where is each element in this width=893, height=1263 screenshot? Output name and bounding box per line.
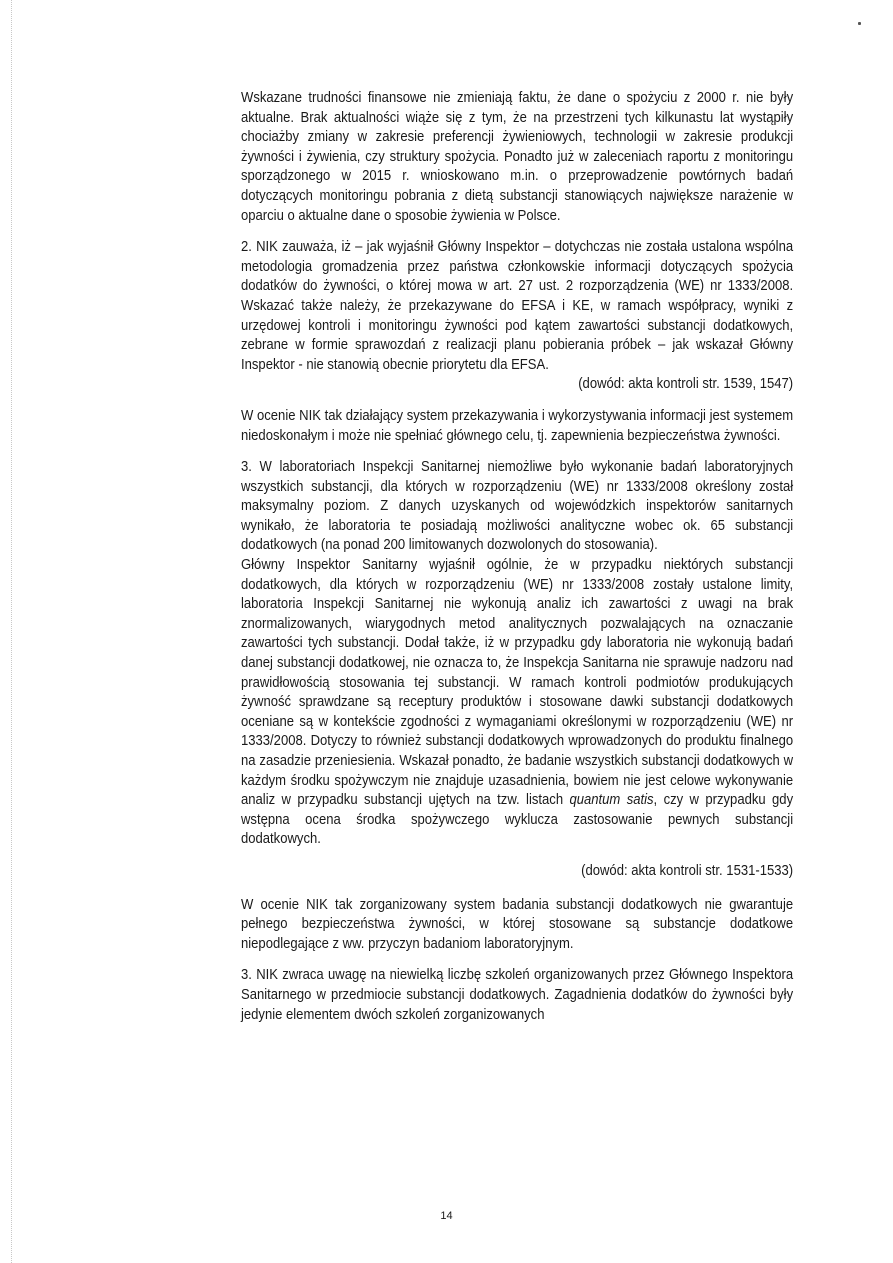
paragraph-methodology: 2. NIK zauważa, iż – jak wyjaśnił Główny Inspektor – dotychczas nie została ustalona wspólna metodologia gromadzenia przez państwa członkowskie informacji dotyczących spożycia dodatków do żywności, o której mowa w art. 27 ust. 2 rozporządzenia (WE) nr 1333/2008. Wskazać także należy, że przekazywane do EFSA i KE, w ramach współpracy, wyniki z urzędowej kontroli i monitoringu żywności pod kątem zawartości substancji dodatkowych, zebrane w formie sprawozdań z realizacji planu pobierania próbek – jak wskazał Główny Inspektor - nie stanowią obecnie priorytetu dla EFSA. [241, 238, 794, 373]
paragraph-laboratories: 3. W laboratoriach Inspekcji Sanitarnej niemożliwe było wykonanie badań laboratoryjnych wszystkich substancji, dla których w rozporządzeniu (WE) nr 1333/2008 określony został maksymalny poziom. Z danych uzyskanych od wojewódzkich inspektorów sanitarnych wynikało, że laboratoria te posiadają możliwości analityczne wobec ok. 65 substancji dodatkowych (na ponad 200 limitowanych dozwolonych do stosowania). [241, 458, 794, 554]
paragraph-nik-assessment-2: W ocenie NIK tak zorganizowany system badania substancji dodatkowych nie gwarantuje pełnego bezpieczeństwa żywności, w której stosowane są substancje dodatkowe niepodlegające z ww. przyczyn badaniom laboratoryjnym. [241, 895, 794, 952]
paragraph-nik-assessment-1: W ocenie NIK tak działający system przekazywania i wykorzystywania informacji jest systemem niedoskonałym i może nie spełniać głównego celu, tj. zapewnienia bezpieczeństwa żywności. [241, 406, 794, 444]
evidence-reference: (dowód: akta kontroli str. 1531-1533) [581, 861, 794, 879]
paragraph-trainings: 3. NIK zwraca uwagę na niewielką liczbę szkoleń organizowanych przez Głównego Inspektora Sanitarnego w przedmiocie substancji dodatkowych. Zagadnienia dodatków do żywności były jedynie elementem dwóch szkoleń zorganizowanych [241, 966, 794, 1023]
scan-edge-line [11, 0, 12, 1263]
evidence-reference: (dowód: akta kontroli str. 1539, 1547) [578, 375, 794, 393]
paragraph-text: Główny Inspektor Sanitarny wyjaśnił ogólnie, że w przypadku niektórych substancji dodatkowych, dla których w rozporządzeniu (WE) nr 1333/2008 zostały ustalone limity, laboratoria Inspekcji Sanitarnej nie wykonują analiz ich zawartości z uwagi na brak znormalizowanych, wiarygodnych metod analitycznych pozwalających na oznaczanie zawartości tych substancji. Dodał także, iż w przypadku gdy laboratoria nie wykonują badań danej substancji dodatkowej, nie oznacza to, że Inspekcja Sanitarna nie sprawuje nadzoru nad prawidłowością stosowania tej substancji. W ramach kontroli podmiotów produkujących żywność sprawdzane są receptury produktów i stosowane dawki substancji dodatkowych oceniane są w kontekście zgodności z wymaganiami określonymi w rozporządzeniu (WE) nr 1333/2008. Dotyczy to również substancji dodatkowych wprowadzonych do produktu finalnego na zasadzie przeniesienia. Wskazał ponadto, że badanie wszystkich substancji dodatkowych w każdym środku spożywczym nie znajduje uzasadnienia, bowiem nie jest celowe wykonywanie analiz w przypadku substancji ujętych na tzw. listach [241, 556, 794, 809]
italic-term: quantum satis [569, 791, 654, 809]
paragraph-text: , czy w przypadku gdy wstępna ocena środka spożywczego wyklucza zastosowanie pewnych substancji dodatkowych. [241, 791, 794, 848]
paragraph-chief-inspector-explanation [241, 555, 793, 849]
page-number: 14 [440, 1210, 453, 1222]
paragraph-financial-difficulties: Wskazane trudności finansowe nie zmieniają faktu, że dane o spożyciu z 2000 r. nie były aktualne. Brak aktualności wiąże się z tym, że na przestrzeni tych kilkunastu lat wystąpiły chociażby zmiany w zakresie preferencji żywieniowych, technologii w zakresie produkcji żywności i żywienia, czy struktury spożycia. Ponadto już w zaleceniach raportu z monitoringu sporządzonego w 2015 r. wnioskowano m.in. o przeprowadzenie powtórnych badań dotyczących monitoringu pobrania z dietą substancji stanowiących największe narażenie w oparciu o aktualne dane o sposobie żywienia w Polsce. [241, 89, 794, 224]
body-text [241, 88, 794, 1024]
scan-mark [858, 22, 861, 25]
